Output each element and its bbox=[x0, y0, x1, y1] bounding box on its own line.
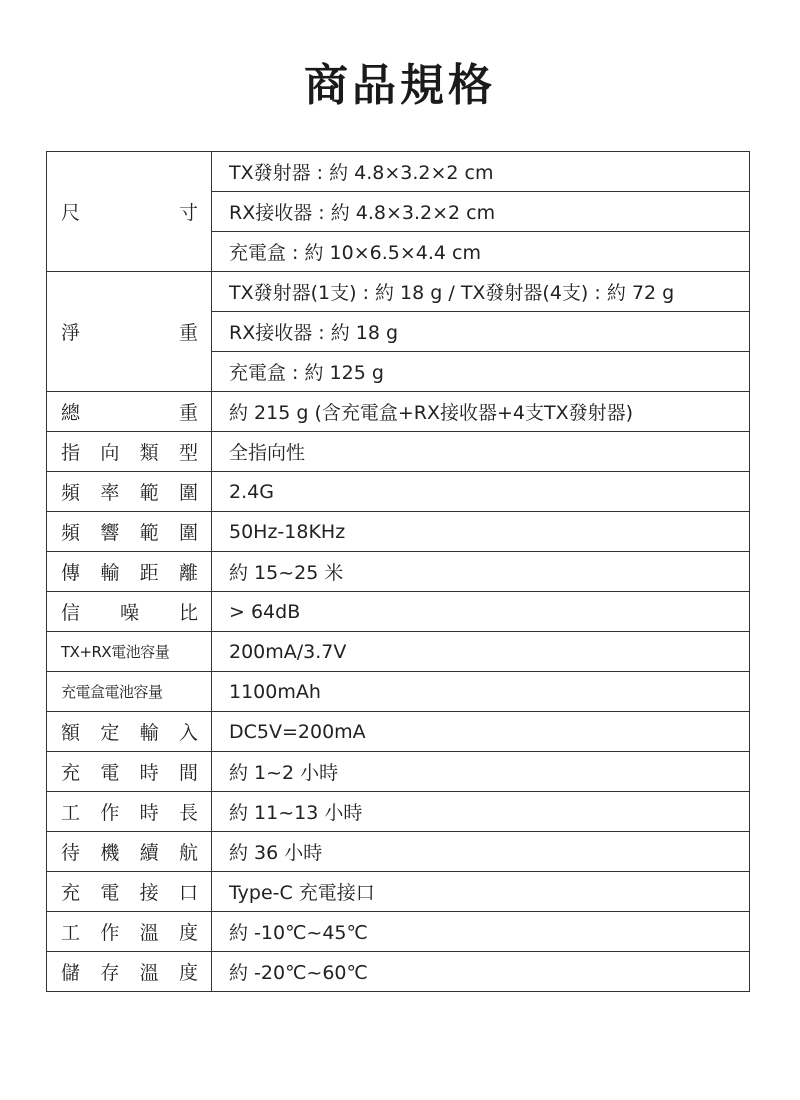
spec-table bbox=[46, 151, 750, 992]
spec-row bbox=[47, 392, 750, 432]
spec-label-text: 總 重 bbox=[61, 402, 198, 424]
spec-label-text: 充 電 時 間 bbox=[61, 762, 198, 784]
spec-row bbox=[47, 512, 750, 552]
spec-label bbox=[47, 672, 212, 712]
spec-value: 約 36 小時 bbox=[212, 832, 750, 872]
spec-value: 充電盒 : 約 10×6.5×4.4 cm bbox=[212, 232, 750, 272]
spec-label bbox=[47, 392, 212, 432]
spec-label bbox=[47, 832, 212, 872]
spec-label-text: 頻 響 範 圍 bbox=[61, 522, 198, 544]
spec-label bbox=[47, 792, 212, 832]
spec-row bbox=[47, 872, 750, 912]
spec-label bbox=[47, 472, 212, 512]
spec-value: RX接收器 : 約 4.8×3.2×2 cm bbox=[212, 192, 750, 232]
spec-value: TX發射器 : 約 4.8×3.2×2 cm bbox=[212, 152, 750, 192]
spec-label-text: 尺 寸 bbox=[61, 202, 198, 224]
spec-row bbox=[47, 832, 750, 872]
spec-label-text: 頻 率 範 圍 bbox=[61, 482, 198, 504]
spec-row bbox=[47, 952, 750, 992]
spec-row bbox=[47, 592, 750, 632]
spec-label bbox=[47, 952, 212, 992]
spec-label-text: 儲 存 溫 度 bbox=[61, 962, 198, 984]
spec-label-text: 工 作 溫 度 bbox=[61, 922, 198, 944]
spec-label bbox=[47, 272, 212, 392]
spec-label bbox=[47, 752, 212, 792]
spec-label-text: 充 電 接 口 bbox=[61, 882, 198, 904]
spec-row bbox=[47, 432, 750, 472]
spec-value: 50Hz-18KHz bbox=[212, 512, 750, 552]
spec-label bbox=[47, 592, 212, 632]
spec-value: 1100mAh bbox=[212, 672, 750, 712]
spec-value: RX接收器 : 約 18 g bbox=[212, 312, 750, 352]
spec-label-text: 傳 輸 距 離 bbox=[61, 562, 198, 584]
spec-row bbox=[47, 152, 750, 192]
spec-value: 約 -10℃~45℃ bbox=[212, 912, 750, 952]
spec-row bbox=[47, 752, 750, 792]
spec-row bbox=[47, 912, 750, 952]
spec-label bbox=[47, 912, 212, 952]
spec-row bbox=[47, 712, 750, 752]
page-title: 商品規格 bbox=[304, 60, 496, 111]
spec-label-text: 指 向 類 型 bbox=[61, 442, 198, 464]
spec-label bbox=[47, 552, 212, 592]
spec-value: > 64dB bbox=[212, 592, 750, 632]
spec-row bbox=[47, 792, 750, 832]
spec-label-text: 淨 重 bbox=[61, 322, 198, 344]
spec-row bbox=[47, 552, 750, 592]
spec-label-text: 待 機 續 航 bbox=[61, 842, 198, 864]
spec-label-text: 額 定 輸 入 bbox=[61, 722, 198, 744]
spec-label bbox=[47, 872, 212, 912]
spec-value: 充電盒 : 約 125 g bbox=[212, 352, 750, 392]
spec-label bbox=[47, 152, 212, 272]
spec-label bbox=[47, 512, 212, 552]
spec-value: 全指向性 bbox=[212, 432, 750, 472]
spec-label bbox=[47, 432, 212, 472]
spec-label-text: 信 噪 比 bbox=[61, 602, 198, 624]
spec-value: TX發射器(1支) : 約 18 g / TX發射器(4支) : 約 72 g bbox=[212, 272, 750, 312]
spec-row bbox=[47, 272, 750, 312]
spec-value: 約 215 g (含充電盒+RX接收器+4支TX發射器) bbox=[212, 392, 750, 432]
spec-value: DC5V=200mA bbox=[212, 712, 750, 752]
spec-value: 約 -20℃~60℃ bbox=[212, 952, 750, 992]
spec-value: 200mA/3.7V bbox=[212, 632, 750, 672]
spec-label-text: 工 作 時 長 bbox=[61, 802, 198, 824]
spec-label-text: 充電盒電池容量 bbox=[61, 683, 163, 701]
spec-label bbox=[47, 712, 212, 752]
spec-value: 2.4G bbox=[212, 472, 750, 512]
spec-value: 約 1~2 小時 bbox=[212, 752, 750, 792]
spec-row bbox=[47, 472, 750, 512]
spec-value: 約 11~13 小時 bbox=[212, 792, 750, 832]
spec-label-text: TX+RX電池容量 bbox=[61, 643, 170, 661]
spec-value: 約 15~25 米 bbox=[212, 552, 750, 592]
spec-row bbox=[47, 672, 750, 712]
spec-row bbox=[47, 632, 750, 672]
spec-table-body bbox=[47, 152, 750, 992]
spec-label bbox=[47, 632, 212, 672]
spec-value: Type-C 充電接口 bbox=[212, 872, 750, 912]
